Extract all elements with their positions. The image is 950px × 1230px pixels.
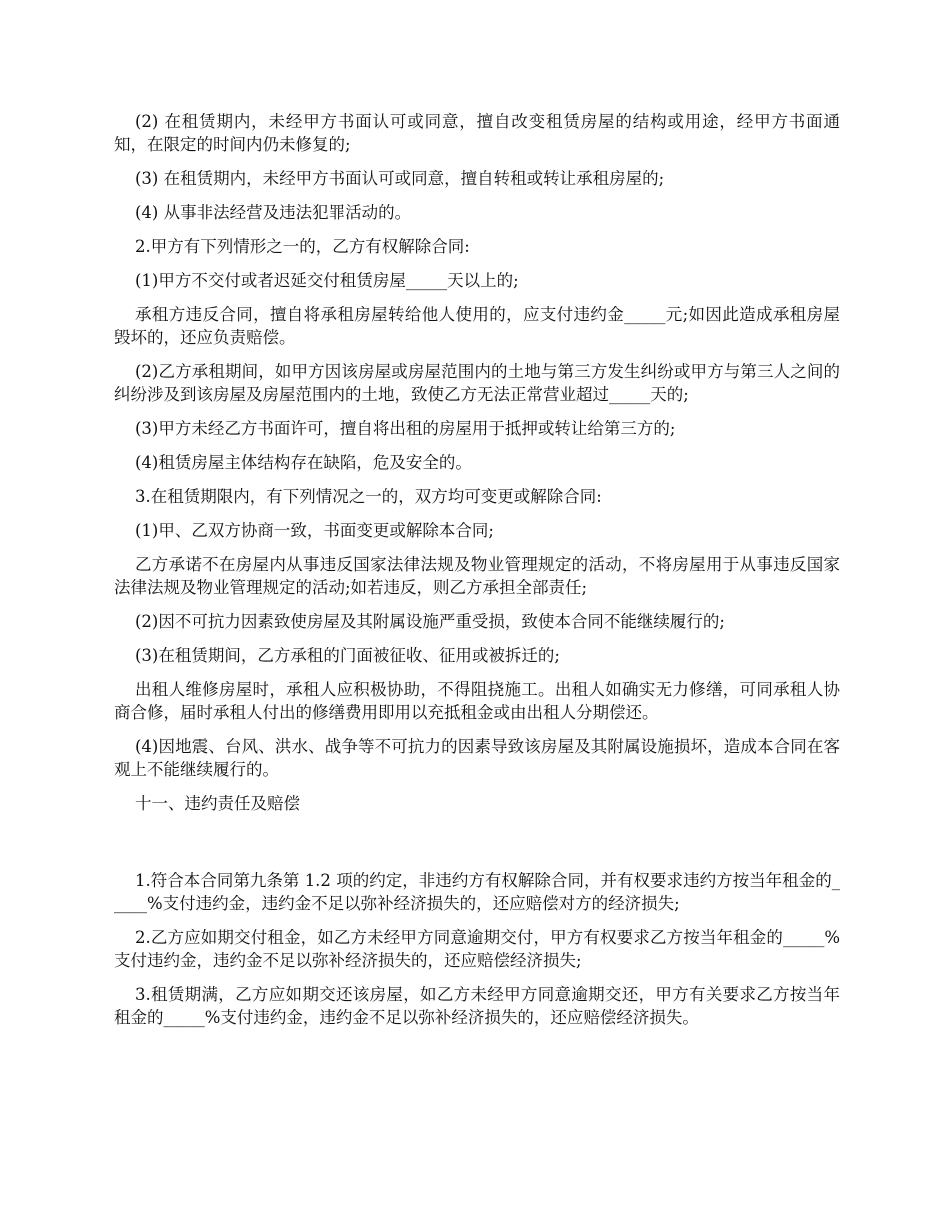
clause-paragraph: (4) 从事非法经营及违法犯罪活动的。 [135,203,412,222]
document-body [114,110,840,1040]
section-spacer [114,826,840,869]
clause-paragraph: (1)甲、乙双方协商一致，书面变更或解除本合同; [135,521,494,540]
clause-paragraph: 乙方承诺不在房屋内从事违反国家法律法规及物业管理规定的活动，不将房屋用于从事违反国家法律法规及物业管理规定的活动;如若违反，则乙方承担全部责任; [114,555,840,597]
clause-paragraph: 2.甲方有下列情形之一的，乙方有权解除合同: [135,237,470,256]
clause-paragraph: (3)在租赁期间，乙方承租的门面被征收、征用或被拆迁的; [135,646,560,665]
clause-paragraph: (4)租赁房屋主体结构存在缺陷，危及安全的。 [135,453,472,472]
clause-paragraph: 3.在租赁期限内，有下列情况之一的，双方均可变更或解除合同: [135,487,602,506]
clause-paragraph: (3)甲方未经乙方书面许可，擅自将出租的房屋用于抵押或转让给第三方的; [135,419,676,438]
clause-paragraph: (2)因不可抗力因素致使房屋及其附属设施严重受损，致使本合同不能继续履行的; [135,612,725,631]
clause-paragraph: (2) 在租赁期内，未经甲方书面认可或同意，擅自改变租赁房屋的结构或用途，经甲方书面通知，在限定的时间内仍未修复的; [114,112,840,154]
clause-paragraph: (3) 在租赁期内，未经甲方书面认可或同意，擅自转租或转让承租房屋的; [135,169,665,188]
penalty-paragraph: 1.符合本合同第九条第 1.2 项的约定，非违约方有权解除合同，并有权要求违约方按当年租金的_____%支付违约金，违约金不足以弥补经济损失的，还应赔偿对方的经济损失; [114,871,840,913]
clause-paragraph: (1)甲方不交付或者迟延交付租赁房屋_____天以上的; [135,271,519,290]
penalty-paragraph: 2.乙方应如期交付租金，如乙方未经甲方同意逾期交付，甲方有权要求乙方按当年租金的_____%支付违约金，违约金不足以弥补经济损失的，还应赔偿经济损失; [114,928,840,970]
section-heading: 十一、违约责任及赔偿 [135,794,300,813]
clause-paragraph: (2)乙方承租期间，如甲方因该房屋或房屋范围内的土地与第三方发生纠纷或甲方与第三人之间的纠纷涉及到该房屋及房屋范围内的土地，致使乙方无法正常营业超过_____天的; [114,362,840,404]
clause-paragraph: 承租方违反合同，擅自将承租房屋转给他人使用的，应支付违约金_____元;如因此造成承租房屋毁坏的，还应负责赔偿。 [114,305,840,347]
clause-paragraph: 出租人维修房屋时，承租人应积极协助，不得阻挠施工。出租人如确实无力修缮，可同承租人协商合修，届时承租人付出的修缮费用即用以充抵租金或由出租人分期偿还。 [114,680,840,722]
clause-paragraph: (4)因地震、台风、洪水、战争等不可抗力的因素导致该房屋及其附属设施损坏，造成本合同在客观上不能继续履行的。 [114,737,840,779]
penalty-paragraph: 3.租赁期满，乙方应如期交还该房屋，如乙方未经甲方同意逾期交还，甲方有关要求乙方按当年租金的_____%支付违约金，违约金不足以弥补经济损失的，还应赔偿经济损失。 [114,985,840,1027]
